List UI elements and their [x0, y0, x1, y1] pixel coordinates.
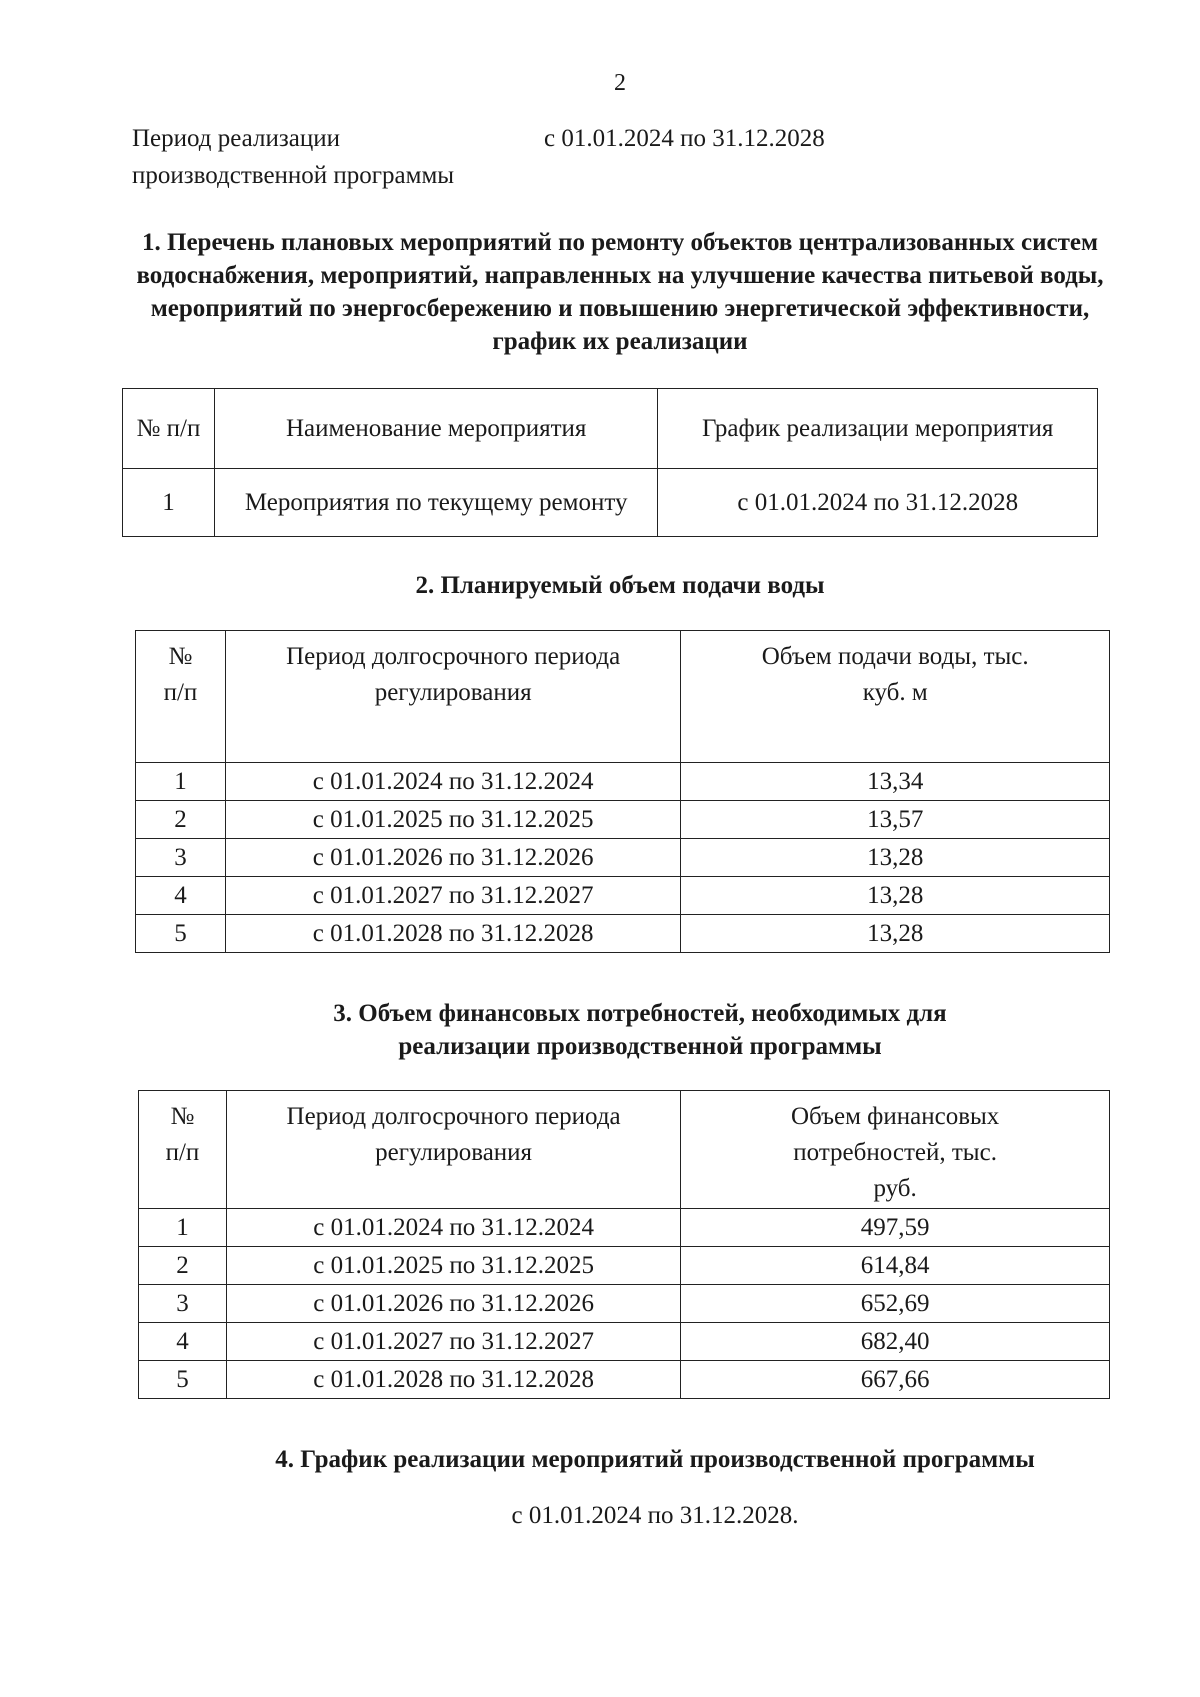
table-row	[136, 877, 1110, 915]
cell-value: 497,59	[681, 1209, 1110, 1247]
section-3-table	[138, 1090, 1110, 1399]
cell-number: 3	[139, 1285, 227, 1323]
cell-period: с 01.01.2027 по 31.12.2027	[225, 877, 680, 915]
page-number: 2	[614, 70, 626, 96]
header-water-volume: Объем подачи воды, тыс. куб. м	[681, 631, 1110, 763]
cell-number: 1	[139, 1209, 227, 1247]
cell-period: с 01.01.2028 по 31.12.2028	[226, 1361, 680, 1399]
header-number: № п/п	[139, 1091, 227, 1209]
cell-number: 2	[139, 1247, 227, 1285]
section-4-period: с 01.01.2024 по 31.12.2028.	[511, 1502, 799, 1529]
cell-period: с 01.01.2024 по 31.12.2024	[226, 1209, 680, 1247]
cell-value: 682,40	[681, 1323, 1110, 1361]
cell-number: 1	[123, 469, 215, 537]
section-4-title: 4. График реализации мероприятий производственной программы	[275, 1446, 1035, 1473]
cell-number: 5	[136, 915, 226, 953]
cell-number: 3	[136, 839, 226, 877]
cell-value: 13,28	[681, 915, 1110, 953]
cell-period: с 01.01.2027 по 31.12.2027	[226, 1323, 680, 1361]
header-schedule: График реализации мероприятия	[658, 389, 1098, 469]
cell-value: 13,28	[681, 877, 1110, 915]
cell-period: с 01.01.2026 по 31.12.2026	[225, 839, 680, 877]
section-2-title: 2. Планируемый объем подачи воды	[415, 572, 825, 599]
cell-value: 614,84	[681, 1247, 1110, 1285]
cell-number: 5	[139, 1361, 227, 1399]
cell-number: 4	[136, 877, 226, 915]
header-number: № п/п	[136, 631, 226, 763]
table-header-row	[136, 631, 1110, 763]
cell-value: 667,66	[681, 1361, 1110, 1399]
table-row	[139, 1361, 1110, 1399]
cell-number: 1	[136, 763, 226, 801]
cell-period: с 01.01.2025 по 31.12.2025	[226, 1247, 680, 1285]
header-period: Период долгосрочного периода регулирования	[225, 631, 680, 763]
cell-value: 13,28	[681, 839, 1110, 877]
table-row	[139, 1285, 1110, 1323]
period-label: Период реализации производственной программы	[132, 125, 455, 189]
period-value: с 01.01.2024 по 31.12.2028	[544, 125, 825, 152]
table-row	[139, 1247, 1110, 1285]
section-1-table	[122, 388, 1098, 537]
table-row	[136, 839, 1110, 877]
table-row	[123, 469, 1098, 537]
cell-number: 4	[139, 1323, 227, 1361]
table-row	[136, 915, 1110, 953]
header-number: № п/п	[123, 389, 215, 469]
cell-schedule: с 01.01.2024 по 31.12.2028	[658, 469, 1098, 537]
section-3-title: 3. Объем финансовых потребностей, необходимых для реализации производственной программы	[333, 1000, 947, 1060]
cell-period: с 01.01.2025 по 31.12.2025	[225, 801, 680, 839]
table-header-row	[139, 1091, 1110, 1209]
header-financial-needs: Объем финансовых потребностей, тыс. руб.	[681, 1091, 1110, 1209]
section-1-title: 1. Перечень плановых мероприятий по ремонту объектов централизованных систем водоснабжения, мероприятий, направленных на улучшение качества питьевой воды, мероприятий по энергосбережению и повышению энергетической эффективности, график их реализации	[136, 229, 1104, 355]
cell-period: с 01.01.2026 по 31.12.2026	[226, 1285, 680, 1323]
table-row	[139, 1209, 1110, 1247]
cell-period: с 01.01.2028 по 31.12.2028	[225, 915, 680, 953]
section-2-table	[135, 630, 1110, 953]
table-row	[139, 1323, 1110, 1361]
cell-period: с 01.01.2024 по 31.12.2024	[225, 763, 680, 801]
table-row	[136, 763, 1110, 801]
cell-measure-name: Мероприятия по текущему ремонту	[214, 469, 658, 537]
cell-value: 13,57	[681, 801, 1110, 839]
header-measure-name: Наименование мероприятия	[214, 389, 658, 469]
table-header-row	[123, 389, 1098, 469]
header-period: Период долгосрочного периода регулирования	[226, 1091, 680, 1209]
cell-number: 2	[136, 801, 226, 839]
table-row	[136, 801, 1110, 839]
cell-value: 652,69	[681, 1285, 1110, 1323]
cell-value: 13,34	[681, 763, 1110, 801]
